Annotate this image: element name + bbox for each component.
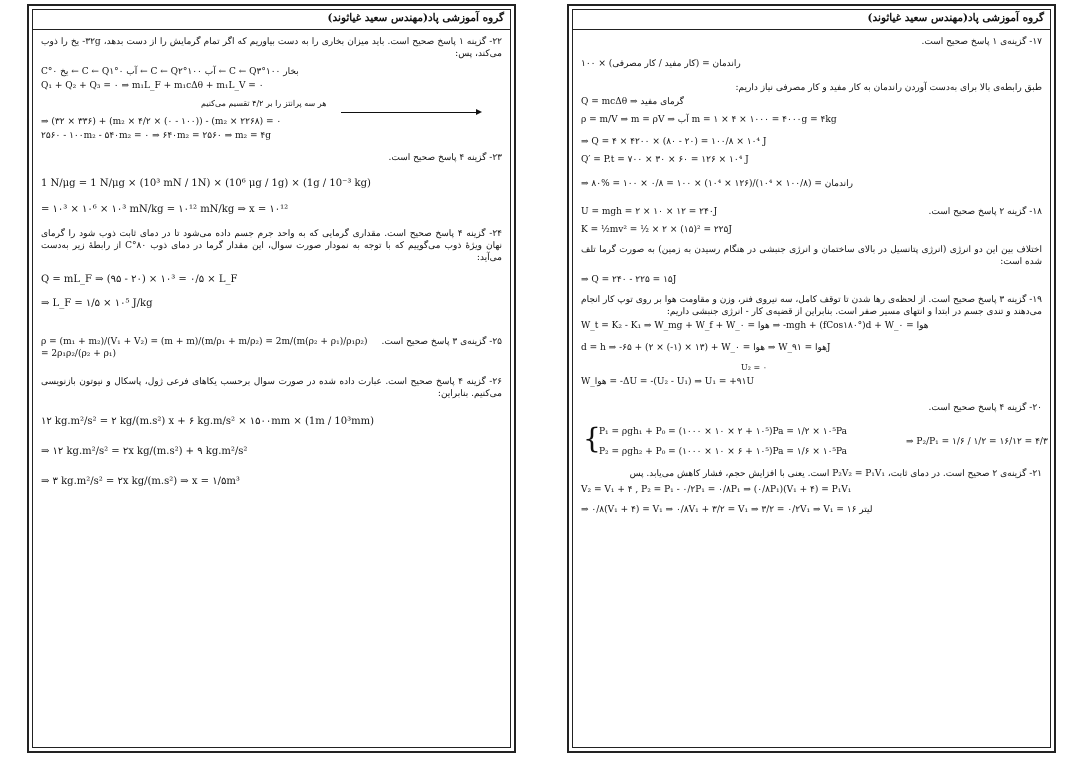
q19-intro: ۱۹- گزینه ۳ پاسخ صحیح است. از لحظه‌ی رها شدن تا توقف کامل، سه نیروی فنر، وزن و مقاومت هوا بر روی توپ کار انجام می‌دهند و تندی جسم در ابتدا و انتهای مسیر صفر است. بنابراین از قضیه‌ی کار - انرژی جنبشی داریم: [581, 295, 1042, 317]
q20-eq3: ⇒ P₂/P₁ = ۱/۶ / ۱/۲ = ۱۶/۱۲ = ۴/۳ [906, 437, 1048, 447]
q26-eq3: ⇒ ۳ kg.m²/s² = ۲x kg/(m.s²) ⇒ x = ۱/۵m³ [41, 476, 240, 487]
q22-intro: ۲۲- گزینه ۱ پاسخ صحیح است. باید میزان بخاری را به دست بیاوریم که اگر تمام گرمایش را از دست بدهد، ۳۲g- یخ را ذوب می‌کند، پس: [41, 37, 502, 59]
page-right-content [573, 30, 1050, 520]
q17-eq5: ⇒ راندمان = (۱۰۰/۸ × ۱۰⁴)/(۱۲۶ × ۱۰⁴) × ۱۰۰ = ۰/۸ × ۱۰۰ = %۸۰ [581, 179, 854, 189]
q22-eq3: ۲۵۶۰ - ۱۰۰m₂ - ۵۴۰m₂ = ۰ ⇒ ۶۴۰m₂ = ۲۵۶۰ ⇒ m₂ = ۴g [41, 131, 272, 141]
q20-intro: ۲۰- گزینه ۴ پاسخ صحیح است. [928, 403, 1042, 413]
q19-eq3: W_هوا = -ΔU = -(U₂ - U₁) ⇒ U₁ = +۹۱U [581, 377, 755, 387]
q22-eq1: Q₁ + Q₂ + Q₃ = ۰ ⇒ m₁L_F + m₁cΔθ + m₁L_V = ۰ [41, 81, 264, 91]
q20-brace: { [583, 422, 601, 455]
page-left-frame [32, 9, 511, 748]
q18-intro: ۱۸- گزینه ۲ پاسخ صحیح است. [928, 207, 1042, 217]
q20-eq2: P₂ = ρgh₂ + P₀ = (۱۰۰۰ × ۱۰ × ۶ + ۱۰⁵)Pa = ۱/۶ × ۱۰⁵Pa [599, 447, 848, 457]
q18-eq1: U = mgh = ۲ × ۱۰ × ۱۲ = ۲۴۰J [581, 207, 718, 217]
q26-eq2: ⇒ ۱۲ kg.m²/s² = ۲x kg/(m.s²) + ۹ kg.m²/s² [41, 446, 248, 457]
q25-eq: ρ = (m₁ + m₂)/(V₁ + V₂) = (m + m)/(m/ρ₁ + m/ρ₂) = 2m/(m(ρ₂ + ρ₁)/ρ₁ρ₂) = 2ρ₁ρ₂/(ρ₂ + ρ₁) [41, 337, 368, 359]
q17-eq1: Q = mcΔθ ⇒ گرمای مفید [581, 97, 684, 107]
q23-eq1: 1 N/μg = 1 N/μg × (10³ mN / 1N) × (10⁶ μg / 1g) × (1g / 10⁻³ kg) [41, 178, 371, 189]
q21-intro: ۲۱- گزینه‌ی ۲ صحیح است. در دمای ثابت، P₂V₂ = P₁V₁ است. یعنی با افزایش حجم، فشار کاهش می‌یابد. پس [629, 469, 1042, 479]
q21-eq1: V₂ = V₁ + ۴ , P₂ = P₁ - ۰/۲P₁ = ۰/۸P₁ ⇒ (۰/۸P₁)(V₁ + ۴) = P₁V₁ [581, 485, 852, 495]
q21-eq2: ⇒ ۰/۸(V₁ + ۴) = V₁ ⇒ ۰/۸V₁ + ۳/۲ = V₁ ⇒ ۳/۲ = ۰/۲V₁ ⇒ V₁ = ۱۶ لیتر [581, 505, 873, 515]
q22-eq2: ⇒ (۳۲ × ۳۳۶) + (m₂ × ۴/۲ × (۰ - ۱۰۰)) - (m₂ × ۲۲۶۸) = ۰ [41, 117, 282, 127]
page-left-content [33, 30, 510, 492]
q19-eq2: d = h ⇒ -۶۵ + (۲ × (-۱) × ۱۳) + W_هوا = ۰ ⇒ W_هوا = ۹۱J [581, 343, 831, 353]
q19-eq1: W_t = K₂ - K₁ ⇒ W_mg + W_f + W_هوا = ۰ ⇒ -mgh + (fCos۱۸۰°)d + W_هوا = ۰ [581, 321, 929, 331]
q17-text: طبق رابطه‌ی بالا برای به‌دست آوردن راندمان به کار مفید و کار مصرفی نیاز داریم: [735, 83, 1042, 93]
q20-eq1: P₁ = ρgh₁ + P₀ = (۱۰۰۰ × ۱۰ × ۲ + ۱۰⁵)Pa = ۱/۲ × ۱۰⁵Pa [599, 427, 848, 437]
q17-formula: راندمان = (کار مفید / کار مصرفی) × ۱۰۰ [581, 59, 741, 69]
page-right [567, 4, 1056, 753]
q17-intro: ۱۷- گزینه‌ی ۱ پاسخ صحیح است. [921, 37, 1042, 47]
q17-eq3: ⇒ Q = ۴ × ۴۲۰۰ × (۸۰ - ۲۰) = ۱۰۰/۸ × ۱۰⁴ J [581, 137, 767, 147]
q24-eq2: ⇒ L_F = ۱/۵ × ۱۰⁵ J/kg [41, 298, 153, 309]
page-left [27, 4, 516, 753]
q17-eq2: ρ = m/V ⇒ m = ρV ⇒ آب m = ۱ × ۴ × ۱۰۰۰ = ۴۰۰۰g = ۴kg [581, 115, 837, 125]
q25-block [41, 322, 502, 362]
q18-eq2: K = ½mv² = ½ × ۲ × (۱۵)² = ۲۲۵J [581, 225, 732, 235]
page-header: گروه آموزشی پاد(مهندس سعید غیاثوند) [33, 10, 510, 30]
q23-eq2: = ۱۰³ × ۱۰⁶ × ۱۰³ mN/kg = ۱۰¹² mN/kg ⇒ x = ۱۰¹² [41, 204, 289, 215]
q22-arrow-label: هر سه پرانتز را بر ۴/۲ تقسیم می‌کنیم [201, 99, 327, 108]
q17-eq4: Q′ = P.t = ۷۰۰ × ۳۰ × ۶۰ = ۱۲۶ × ۱۰⁴ J [581, 155, 749, 165]
q26-eq1: ۱۲ kg.m²/s² = ۲ kg/(m.s²) x + ۶ kg.m/s² × ۱۵۰۰mm × (1m / 10³mm) [41, 416, 375, 427]
q18-text: اختلاف بین این دو انرژی (انرژی پتانسیل در بالای ساختمان و انرژی جنبشی در هنگام رسیدن به زمین) به صورت گرما تلف شده است: [581, 245, 1042, 267]
q23-intro: ۲۳- گزینه ۴ پاسخ صحیح است. [388, 153, 502, 163]
q18-eq3: ⇒ Q = ۲۴۰ - ۲۲۵ = ۱۵J [581, 275, 677, 285]
q19-u2: U₂ = ۰ [741, 363, 768, 372]
q22-chain: بخار ۱۰۰°C ← Q۳ ← آب ۱۰۰°C ← Q۲ ← آب ۰°C ← Q۱ ← یخ ۰°C [41, 67, 299, 77]
page-right-frame [572, 9, 1051, 748]
q26-intro: ۲۶- گزینه ۴ پاسخ صحیح است. عبارت داده شده در صورت سوال برحسب یکاهای فرعی ژول، پاسکال و نیوتون بازنویسی می‌کنیم. بنابراین: [41, 377, 502, 399]
page-header: گروه آموزشی پاد(مهندس سعید غیاثوند) [573, 10, 1050, 30]
q20-block [581, 420, 1048, 460]
q24-intro: ۲۴- گزینه ۴ پاسخ صحیح است. مقداری گرمایی که به واحد جرم جسم داده می‌شود تا در دمای ثابت ذوب شود را گرمای نهان ویژهٔ ذوب می‌گوییم که با توجه به نمودار صورت سوال، این مقدار گرما در دمای ذوب ۸۰°C از رابطهٔ زیر به‌دست می‌آید: [41, 229, 503, 263]
q18-row [581, 204, 1042, 218]
q24-eq1: Q = mL_F ⇒ (۹۵ - ۲۰) × ۱۰³ = ۰/۵ × L_F [41, 274, 238, 285]
q25-intro: ۲۵- گزینه‌ی ۳ پاسخ صحیح است. [381, 337, 502, 347]
q22-arrow [41, 112, 492, 114]
